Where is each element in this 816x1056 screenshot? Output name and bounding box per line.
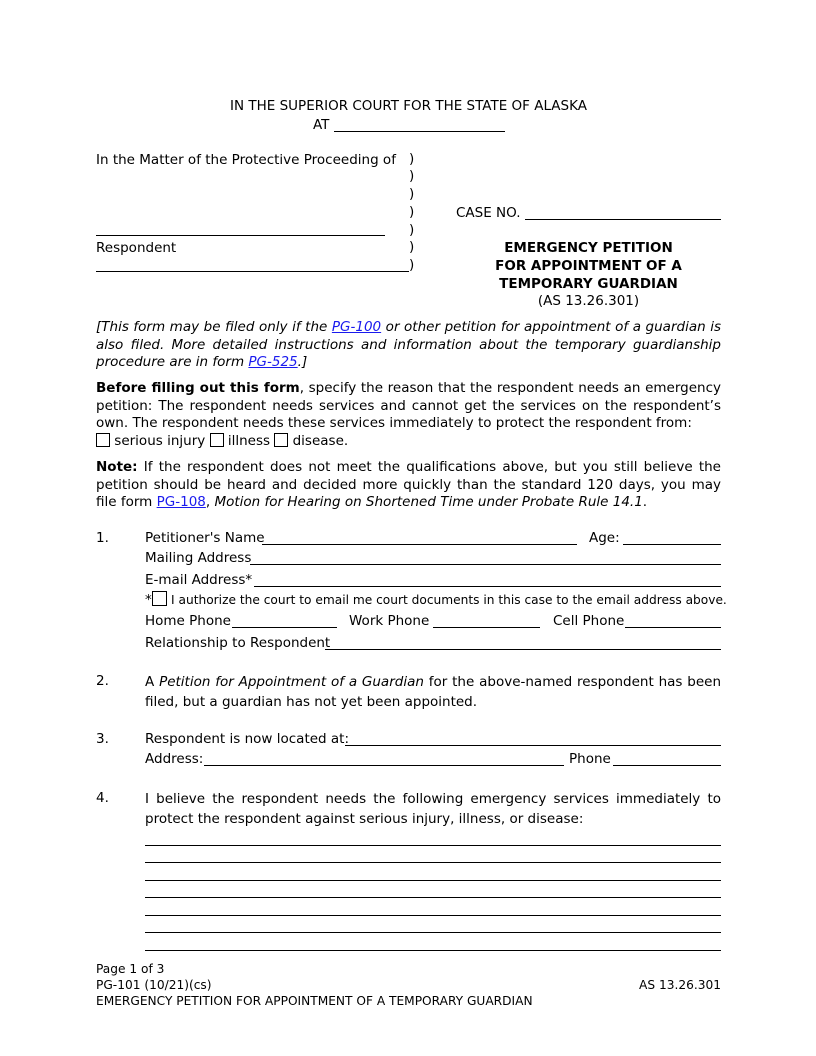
item-1-number: 1. [96, 530, 109, 546]
phone-field[interactable] [613, 765, 721, 766]
note-paragraph [96, 459, 721, 512]
caption-paren: ) [409, 168, 415, 184]
cell-phone-label: Cell Phone [553, 613, 625, 629]
form-title-line3: TEMPORARY GUARDIAN [499, 276, 678, 292]
footer-statute: AS 13.26.301 [639, 978, 721, 992]
at-label: AT [313, 117, 330, 133]
item-3-number: 3. [96, 731, 109, 747]
age-field[interactable] [623, 544, 721, 545]
location-field[interactable] [345, 745, 721, 746]
pg-100-link[interactable]: PG-100 [331, 319, 382, 335]
note-text: . [642, 494, 648, 510]
address-label: Address: [145, 751, 204, 767]
matter-label: In the Matter of the Protective Proceeding of [96, 152, 396, 168]
services-line[interactable] [145, 932, 721, 933]
phone-label: Phone [569, 751, 611, 767]
intro-text: [This form may be filed only if the [96, 319, 332, 335]
caption-paren: ) [409, 222, 415, 238]
work-phone-label: Work Phone [349, 613, 430, 629]
item-2-number: 2. [96, 673, 109, 689]
before-heading: Before filling out this form [96, 380, 300, 396]
footer-title: EMERGENCY PETITION FOR APPOINTMENT OF A TEMPORARY GUARDIAN [96, 994, 533, 1008]
mailing-address-field[interactable] [250, 564, 721, 565]
caption-paren: ) [409, 239, 415, 255]
services-line[interactable] [145, 880, 721, 881]
work-phone-field[interactable] [433, 627, 540, 628]
petitioner-name-field[interactable] [262, 544, 577, 545]
intro-text: .] [297, 354, 308, 370]
services-line[interactable] [145, 862, 721, 863]
note-heading: Note: [96, 459, 138, 475]
relationship-field[interactable] [325, 649, 721, 650]
before-paragraph [96, 380, 721, 450]
illness-label: illness [227, 432, 271, 449]
note-text: If the respondent does not meet the qualifications above, but you still believe the petition should be heard and decided more quickly than the standard 120 days, you may file form [96, 459, 721, 510]
mailing-address-label: Mailing Address [145, 550, 252, 566]
cell-phone-field[interactable] [625, 627, 721, 628]
asterisk: * [145, 592, 152, 608]
home-phone-field[interactable] [232, 627, 337, 628]
case-no-label: CASE NO. [456, 205, 521, 221]
page-number: Page 1 of 3 [96, 962, 165, 976]
services-line[interactable] [145, 950, 721, 951]
form-title-line2: FOR APPOINTMENT OF A [495, 258, 682, 274]
form-id: PG-101 (10/21)(cs) [96, 978, 212, 992]
caption-paren: ) [409, 151, 415, 167]
address-field[interactable] [204, 765, 564, 766]
serious-injury-label: serious injury [114, 432, 206, 449]
caption-paren: ) [409, 186, 415, 202]
services-line[interactable] [145, 897, 721, 898]
services-line[interactable] [145, 915, 721, 916]
age-label: Age: [589, 530, 620, 546]
respondent-label: Respondent [96, 240, 177, 256]
motion-title: Motion for Hearing on Shortened Time under Probate Rule 14.1 [214, 494, 643, 510]
pg-108-link[interactable]: PG-108 [156, 494, 206, 510]
petition-title: Petition for Appointment of a Guardian [159, 674, 424, 690]
email-authorize-checkbox[interactable] [152, 591, 167, 606]
petitioner-name-label: Petitioner's Name [145, 530, 265, 546]
form-statute: (AS 13.26.301) [537, 293, 640, 309]
caption-paren: ) [409, 257, 415, 273]
respondent-name-field[interactable] [96, 235, 385, 236]
home-phone-label: Home Phone [145, 613, 231, 629]
disease-checkbox[interactable] [274, 433, 288, 447]
court-heading: IN THE SUPERIOR COURT FOR THE STATE OF ALASKA [230, 98, 587, 114]
serious-injury-checkbox[interactable] [96, 433, 110, 447]
form-title-line1: EMERGENCY PETITION [504, 240, 673, 256]
note-text: , [205, 494, 215, 510]
item-2-text [145, 673, 721, 712]
item-4-number: 4. [96, 790, 109, 806]
disease-label: disease. [292, 432, 349, 449]
at-location-field[interactable] [334, 131, 505, 132]
email-authorize-row [145, 591, 727, 609]
intro-text: or other petition for appointment of a guardian is also filed. More detailed instructions and information about the temporary guardianship procedure are in form [96, 319, 721, 370]
pg-525-link[interactable]: PG-525 [248, 354, 298, 370]
item-4-text: I believe the respondent needs the following emergency services immediately to protect the respondent against serious injury, illness, or disease: [145, 791, 721, 827]
services-line[interactable] [145, 845, 721, 846]
illness-checkbox[interactable] [210, 433, 224, 447]
located-label: Respondent is now located at: [145, 731, 350, 747]
email-address-label: E-mail Address* [145, 572, 253, 588]
caption-paren: ) [409, 204, 415, 220]
item-2-text-part: A [145, 674, 160, 690]
relationship-label: Relationship to Respondent [145, 635, 331, 651]
email-authorize-label: I authorize the court to email me court documents in this case to the email address above. [171, 593, 727, 607]
item-2-text-part: for the above-named respondent has been filed, but a guardian has not yet been appointed. [145, 674, 722, 710]
intro-paragraph [96, 319, 721, 372]
email-address-field[interactable] [254, 586, 721, 587]
respondent-extra-field[interactable] [96, 271, 409, 272]
case-no-field[interactable] [525, 219, 721, 220]
before-text: , specify the reason that the respondent needs an emergency petition: The respondent needs services and cannot get the services on the respondent’s own. The respondent needs these services immediately to protect the respondent from: [96, 380, 722, 431]
